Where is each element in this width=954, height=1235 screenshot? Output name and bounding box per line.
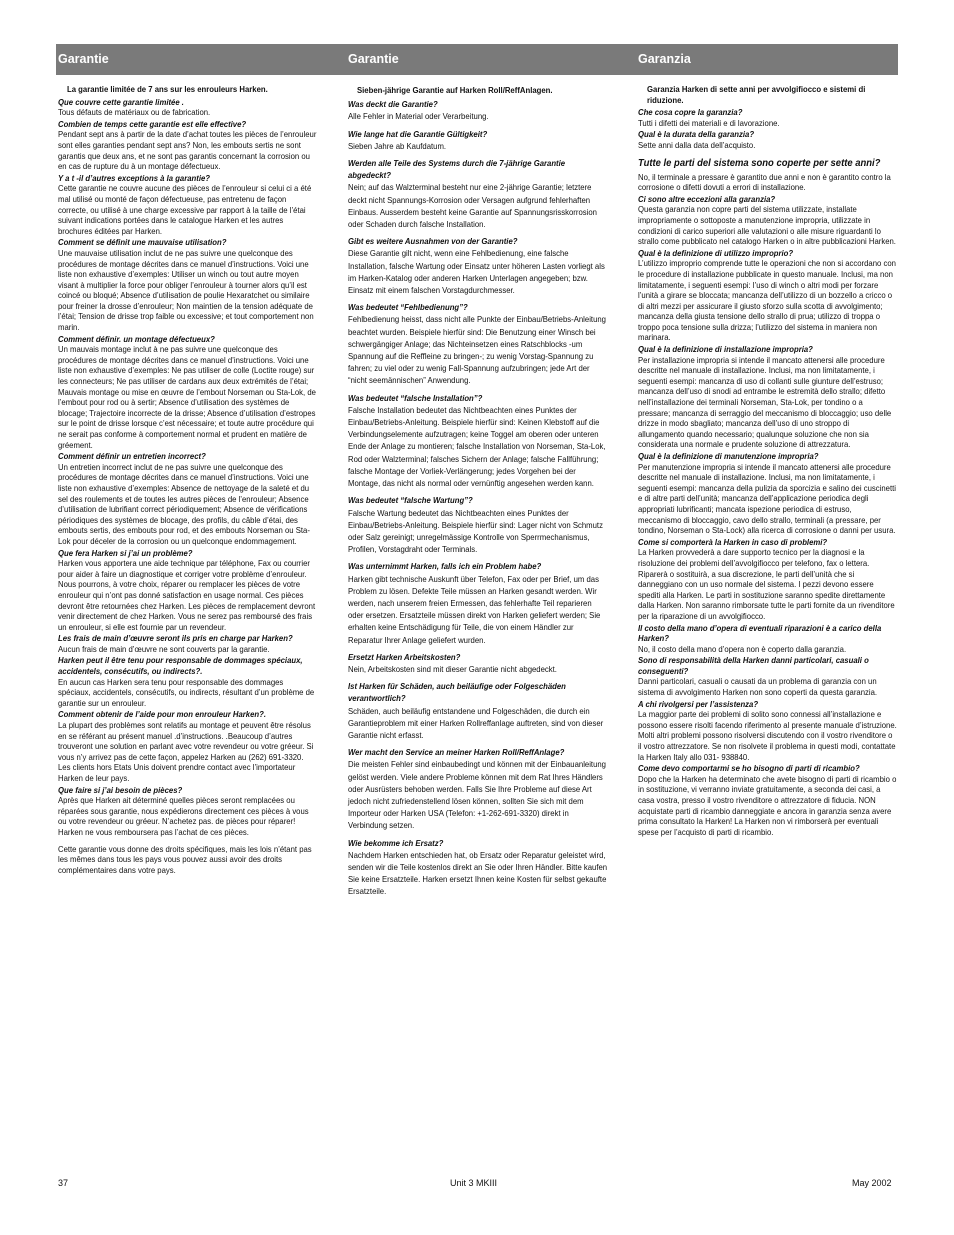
question-heading: Tutte le parti del sistema sono coperte per sette anni?	[638, 156, 881, 169]
answer-text: Per manutenzione impropria si intende il mancato attenersi alle procedure descritte nel manuale di installazione. Inclusi, ma non limitatamente, i seguenti esempi: mancanza della pulizia da sporcizia e salino dei cuscinetti e di altre parti dell’unità; mancanza dell’applicazione periodica degli appropriati lubrificanti; mancata ispezione periodica di estruso, meccanismo di bloccaggio, cavo dello strallo, terminali (a pressare, per tondino, Norseman o Sta-Lock) alla ricerca di corrosione o danni per usura.	[638, 461, 896, 536]
intro-heading: Sieben-jährige Garantie auf Harken Roll/ReffAnlagen.	[357, 85, 553, 95]
question-heading: Qual è la definizione di utilizzo improprio?	[638, 247, 794, 258]
page-number: 37	[58, 1178, 69, 1188]
question-heading: Was bedeutet “Fehlbedienung”?	[348, 302, 468, 313]
header-title-german: Garantie	[348, 52, 399, 66]
intro-heading: La garantie limitée de 7 ans sur les enrouleurs Harken.	[67, 84, 268, 94]
question-heading: Que faire si j’ai besoin de pièces?	[58, 784, 183, 795]
answer-text: Une mauvaise utilisation inclut de ne pas suivre une quelconque des procédures de montage décrites dans ce manuel d’instructions. Voici une liste non exhaustive d’exemples: Utiliser un winch ou tout autre moyen visant à multiplier la force pour obliger l’enrouleur à tourner alors qu’il est coincé ou bloqué; Absence d’utilisation de poulie Hexaratchet ou similaire pour freiner la drosse d’enrouleur; Non maintien de la tension adéquate de l’étai; Tension de drisse trop faible ou excessive; et tout comportement non marin.	[58, 247, 314, 333]
question-heading: Qual è la definizione di installazione impropria?	[638, 344, 813, 355]
answer-text: En aucun cas Harken sera tenu pour responsable des dommages spéciaux, accidentels, consécutifs, ou indirects, résultant d’un problème de garantie sur un enrouleur.	[58, 676, 315, 708]
answer-text: Tutti i difetti dei materiali e di lavorazione.	[638, 117, 780, 128]
question-heading: Y a t -il d’autres exceptions à la garantie?	[58, 172, 211, 183]
question-heading: Come si comporterà la Harken in caso di problemi?	[638, 536, 828, 547]
question-heading: Comment définir. un montage défectueux?	[58, 333, 215, 344]
question-heading: Ci sono altre eccezioni alla garanzia?	[638, 193, 776, 204]
question-heading: Was bedeutet “falsche Installation”?	[348, 392, 483, 403]
header-title-french: Garantie	[58, 52, 109, 66]
answer-text: Fehlbedienung heisst, dass nicht alle Punkte der Einbau/Betriebs-Anleitung beachtet wurden. Beispiele hierfür sind: Die Benutzung einer Winsch bei schwergängiger Anlage; das Nichteinsetzen eines Ratschblocks -um Spannung auf die Reffleine zu bringen-; zu wenig Vorstag-Spannung zu fahren; zu viel oder zu wenig Fall-Spannung aufzubringen; jede Art der “nicht seemännischen” Anwendung.	[348, 314, 606, 386]
answer-text: Dopo che la Harken ha determinato che avete bisogno di parti di ricambio o in sostituzione, vi verranno inviate gratuitamente, a seconda dei casi, a casa vostra, presso il vostro rivenditore o attrezzatore di fiducia. NON acquistate parti di ricambio danneggiate e ancora in garanzia senza avere prima consultato la Harken! La Harken non vi rimborserà per eventuali spese per l’acquisto di parti di ricambio.	[638, 773, 897, 837]
answer-text: Sieben Jahre ab Kaufdatum.	[348, 140, 447, 151]
question-heading: Ist Harken für Schäden, auch beiläufige oder Folgeschäden verantwortlich?	[348, 681, 566, 704]
answer-text: Sette anni dalla data dell’acquisto.	[638, 139, 756, 150]
question-heading: Sono di responsabilità della Harken danni particolari, casuali o conseguenti?	[638, 655, 869, 676]
italian-warranty-column	[638, 84, 897, 837]
german-warranty-column	[348, 84, 607, 903]
answer-text: Nachdem Harken entschieden hat, ob Ersatz oder Reparatur geleistet wird, senden wir die Teile kostenlos direkt an Sie oder Ihren Händler. Bitte kaufen Sie keine Ersatzteile. Harken ersetzt Ihnen keine Kosten für selbst gekaufte Ersatzteile.	[348, 849, 608, 897]
answer-text: Die meisten Fehler sind einbaubedingt und können mit der Einbauanleitung gelöst werden. Viele andere Probleme können mit dem Rat Ihres Händlers oder Ausrüsters behoben werden. Falls Sie Ihre Probleme auf diese Art jedoch nicht zufriedenstellend lösen können, sollten Sie sich mit dem Importeur oder Harken USA (Telefon: +1-262-691-3320) direkt in Verbindung setzen.	[348, 759, 606, 831]
answer-text: Schäden, auch beiläufig entstandene und Folgeschäden, die durch ein Garantieproblem mit einer Harken Rollreffanlage auftreten, sind von dieser Garantie nicht erfasst.	[348, 705, 604, 740]
answer-text: La Harken provvederà a dare supporto tecnico per la diagnosi e la risoluzione dei problemi dell’avvolgifiocco per telefono, fax o lettera. Riparerà o sostituirà, a sua discrezione, le parti dell’unità che si danneggiano con un uso normale del sistema. I pezzi devono essere spediti alla Harken. Le parti in sostituzione saranno spedite direttamente dalla Harken. Non saranno rimborsate tutte le parti fornite da un rivenditore per la riparazione di un avvolgifiocco.	[638, 547, 895, 621]
question-heading: Come devo comportarmi se ho bisogno di parti di ricambio?	[638, 763, 860, 774]
intro-heading: Garanzia Harken di sette anni per avvolgifiocco e sistemi di riduzione.	[647, 84, 866, 105]
answer-text: Alle Fehler in Material oder Verarbeitung.	[348, 111, 489, 122]
question-heading: Combien de temps cette garantie est elle effective?	[58, 118, 247, 129]
question-heading: A chi rivolgersi per l’assistenza?	[638, 698, 759, 709]
question-heading: Wie bekomme ich Ersatz?	[348, 837, 444, 848]
answer-text: Cette garantie ne couvre aucune des pièces de l’enrouleur si celui ci a été mal utilisé ou monté de façon défectueuse, pas entretenu de façon correcte, ou utilisé à une charge excessive par rapport à la taille de l’étai suivant indications portées dans le catalogue Harken et les autres brochures éditées par Harken.	[58, 183, 312, 236]
answer-text: Per installazione impropria si intende il mancato attenersi alle procedure descritte nel manuale di installazione. Inclusi, ma non limitatamente, i seguenti esempi: mancanza di uso di collanti sulle giunture dell’estruso; mancanza dell’uso di snodi ad entrambe le estremità dello strallo; difetto nell’installazione dei terminali Norseman, Sta-Lok, per tondino o a pressare; mancanza di serraggio del meccanismo di bloccaggio; uso delle drizze in modo sbagliato; mancanza dell’uso di uno stroppo di allungamento quando necessario; qualunque soluzione che non sia considerata una normale e prudente soluzione di attrezzatura.	[638, 354, 892, 450]
answer-text: Aucun frais de main d’œuvre ne sont couverts par la garantie.	[58, 643, 270, 654]
question-heading: Qual è la durata della garanzia?	[638, 129, 755, 140]
section-header-bar	[56, 44, 898, 75]
answer-text: La maggior parte dei problemi di solito sono connessi all’installazione e possono essere risolti facendo riferimento al presente manuale d’istruzione. Molti altri problemi possono risolversi discutendo con il vostro rivenditore o il vostro attrezzatore. Se non risolvete il problema in questi modi, contattate la Harken Italy allo 031- 938840.	[638, 709, 897, 762]
question-heading: Les frais de main d’œuvre seront ils pris en charge par Harken?	[58, 633, 293, 644]
answer-text: Harken gibt technische Auskunft über Telefon, Fax oder per Brief, um das Problem zu lösen. Defekte Teile müssen an Harken gesandt werden. Wir werden, nach unserem freien Ermessen, das fehlerhafte Teil reparieren oder ersetzen. Ersatzteile müssen direkt von Harken geliefert werden; Sie erhalten keine Entschädigung für Teile, die von einem Händler zur Reparatur Ihrer Anlage geliefert wurden.	[348, 573, 601, 645]
answer-text: Un mauvais montage inclut à ne pas suivre une quelconque des procédures de montage décrites dans ce manuel d’instructions. Voici une liste non exhaustive d’exemples: Ne pas utiliser de colle (Loctite rouge) sur les connecteurs; Ne pas utiliser de cardans aux deux extrémités de l’étai; Mauvais montage ou mise en œuvre de l’embout Norseman ou Sta-Lok, de l’embout pour rod ou à sertir; Absence d’utilisation des systèmes de blocage; Trajectoire incorrecte de la drisse; Absence d’utilisation d’estropes sur le point de drisse lorsque c’est nécessaire; et toute autre procédure qui ne serait pas conforme à comportement normal et prudent en matière de gréement.	[58, 344, 316, 450]
question-heading: Gibt es weitere Ausnahmen von der Garantie?	[348, 236, 518, 247]
answer-text: Nein, Arbeitskosten sind mit dieser Garantie nicht abgedeckt.	[348, 663, 557, 674]
document-unit: Unit 3 MKIII	[450, 1178, 498, 1188]
question-heading: Was deckt die Garantie?	[348, 99, 438, 110]
question-heading: Was unternimmt Harken, falls ich ein Problem habe?	[348, 561, 542, 572]
document-date: May 2002	[852, 1178, 892, 1188]
answer-text: Falsche Installation bedeutet das Nichtbeachten eines Punktes der Einbau/Betriebs-Anleitung. Beispiele hierfür sind: Keinen Klebstoff auf die Verbindungselemente aufzutragen; keine Toggel am oberen oder unteren Ende der Anlage zu montieren; falsche Installation von Norseman, Sta-Lok, Rod oder Walzterminal; falsches Sichern der Anlage; falsche Fallführung; falsche Montage der Vorliek-Verlängerung; jedes Vorgehen bei der Montage, das nicht als normal oder vernünftig angesehen werden kann.	[348, 404, 606, 489]
answer-text: No, il terminale a pressare è garantito due anni e non è garantito contro la corrosione o difetti dovuti a errori di installazione.	[638, 171, 891, 193]
question-heading: Qual è la definizione di manutenzione impropria?	[638, 451, 819, 461]
question-heading: Il costo della mano d’opera di eventuali riparazioni è a carico della Harken?	[638, 622, 882, 644]
answer-text: Après que Harken ait déterminé quelles pièces seront remplacées ou réparées sous garantie, nous expédierons directement ces pièces à vous ou votre revendeur ou gréeur. N’achetez pas. de pièces pour réparer! Harken ne vous remboursera pas l’achat de ces pièces.	[58, 795, 309, 837]
answer-text: Nein; auf das Walzterminal besteht nur eine 2-jährige Garantie; letztere deckt nicht Spannungs-Korrosion oder Versagen aufgrund fehlerhaften Einbaus. Ausserdem besteht keine Garantie auf Spannungsrisskorrosion oder Schaden durch falsche Installation.	[348, 182, 597, 230]
answer-text: Diese Garantie gilt nicht, wenn eine Fehlbedienung, eine falsche Installation, falsche Wartung oder Einsatz unter höheren Lasten vorliegt als im Harken-Katalog oder anderen Harken Unterlagen angegeben; bzw. Einsatz mit einem falschen Vorstagdurchmesser.	[348, 248, 605, 296]
answer-text: Falsche Wartung bedeutet das Nichtbeachten eines Punktes der Einbau/Betriebs-Anleitung. Beispiele hierfür sind: Lager nicht von Schmutz oder Salz gereinigt; unregelmässige Kontrolle von Sperrmechanismus, Profilen, Vorstagdraht oder Terminals.	[348, 507, 603, 555]
question-heading: Was bedeutet “falsche Wartung”?	[348, 495, 473, 506]
answer-text: No, il costo della mano d’opera non è coperto dalla garanzia.	[638, 643, 847, 654]
question-heading: Harken peut il être tenu pour responsable de dommages spéciaux, accidentels, consécutifs, ou indirects?.	[58, 655, 303, 677]
question-heading: Ersetzt Harken Arbeitskosten?	[348, 651, 461, 662]
header-title-italian: Garanzia	[638, 52, 691, 66]
question-heading: Comment définir un entretien incorrect?	[58, 451, 206, 462]
question-heading: Werden alle Teile des Systems durch die 7-jährige Garantie abgedeckt?	[348, 158, 566, 181]
question-heading: Wie lange hat die Garantie Gültigkeit?	[348, 128, 488, 139]
answer-text: Danni particolari, casuali o causati da un problema di garanzia con un sistema di avvolgimento Harken non sono coperti da questa garanzia.	[638, 676, 878, 698]
answer-text: L’utilizzo improprio comprende tutte le operazioni che non si accordano con le procedure di installazione pubblicate in questo manuale. Inclusi, ma non limitatamente, i seguenti esempi: l’uso di winch o altri modi per forzare l’unità a girare se bloccata; mancanza dell’utilizzo di un bozzello a cricco o di altri mezzi per assicurare il giusto sforzo sulla scotta di avvolgimento; mancanza della giusta tensione dello strallo di prua; utilizzo di troppa o troppo poca tensione sulla drizza; l’utilizzo del sistema in maniera non marinara.	[638, 258, 896, 343]
question-heading: Comment se définit une mauvaise utilisation?	[58, 237, 227, 248]
question-heading: Que couvre cette garantie limitée .	[58, 96, 184, 107]
answer-text: La plupart des problèmes sont relatifs au montage et peuvent être résolus en se référant au présent manuel .d’instructions. .Beaucoup d’autres trouveront une solution en parlant avec votre revendeur ou votre gréeur. Si vous n’y arrivez pas de cette façon, appelez Harken au (262) 691-3320. Les clients hors Etats Unis doivent prendre contact avec l’importateur Harken de leur pays.	[58, 720, 314, 783]
french-warranty-column	[58, 84, 317, 875]
question-heading: Wer macht den Service an meiner Harken Roll/ReffAnlage?	[348, 747, 565, 758]
question-heading: Che cosa copre la garanzia?	[638, 107, 743, 118]
closing-text: Cette garantie vous donne des droits spécifiques, mais les lois n’étant pas les mêmes dans tous les pays vous pouvez aussi avoir des droits complémentaires dans votre pays.	[58, 843, 312, 875]
question-heading: Que fera Harken si j’ai un problème?	[58, 547, 193, 558]
answer-text: Pendant sept ans à partir de la date d’achat toutes les pièces de l’enrouleur sont elles garanties pendant sept ans? Non, les embouts sertis ne sont garantis que deux ans, et ne sont pas garantis concernant la corrosion ou en cas de rupture du à un montage défectueux.	[58, 129, 317, 172]
question-heading: Comment obtenir de l’aide pour mon enrouleur Harken?.	[58, 709, 266, 720]
answer-text: Harken vous apportera une aide technique par téléphone, Fax ou courrier pour aider à faire un diagnostique et corriger votre problème d’enrouleur. Nous pourrons, à votre choix, réparer ou remplacer les pièces de votre enrouleur qui n’ont pas donné satisfaction en usage normal. Ces pièces devront être retournées chez Harken. Les pièces de remplacement devront venir directement de chez Harken. Vous ne serez pas remboursé des frais un enrouleur, si elle est fournie par un revendeur.	[58, 558, 316, 632]
answer-text: Tous défauts de matériaux ou de fabrication.	[58, 107, 211, 118]
answer-text: Questa garanzia non copre parti del sistema utilizzate, installate impropriamente o sottoposte a manutenzione impropria, utilizzate in condizioni di carico superiori alle valutazioni o alle misure riguardanti lo strallo come pubblicato nel catalogo Harken o in altre pubblicazioni Harken.	[638, 204, 896, 247]
answer-text: Un entretien incorrect inclut de ne pas suivre une quelconque des procédures de montage décrites dans ce manuel d’instructions. Voici une liste non exhaustive d’exemples: Absence de nettoyage de la saleté et du sel des roulements et de toutes les autres pièces de l’enrouleur; Absence d’utilisation de lubrifiant correct périodiquement; Absence de vérifications périodiques des systèmes de blocage, des profils, du câble d’étai, des embouts sertis, des embouts pour rod, et des embouts Norseman ou Sta-Lok pour déceler de la corrosion ou un quelconque endommagement.	[58, 461, 310, 546]
